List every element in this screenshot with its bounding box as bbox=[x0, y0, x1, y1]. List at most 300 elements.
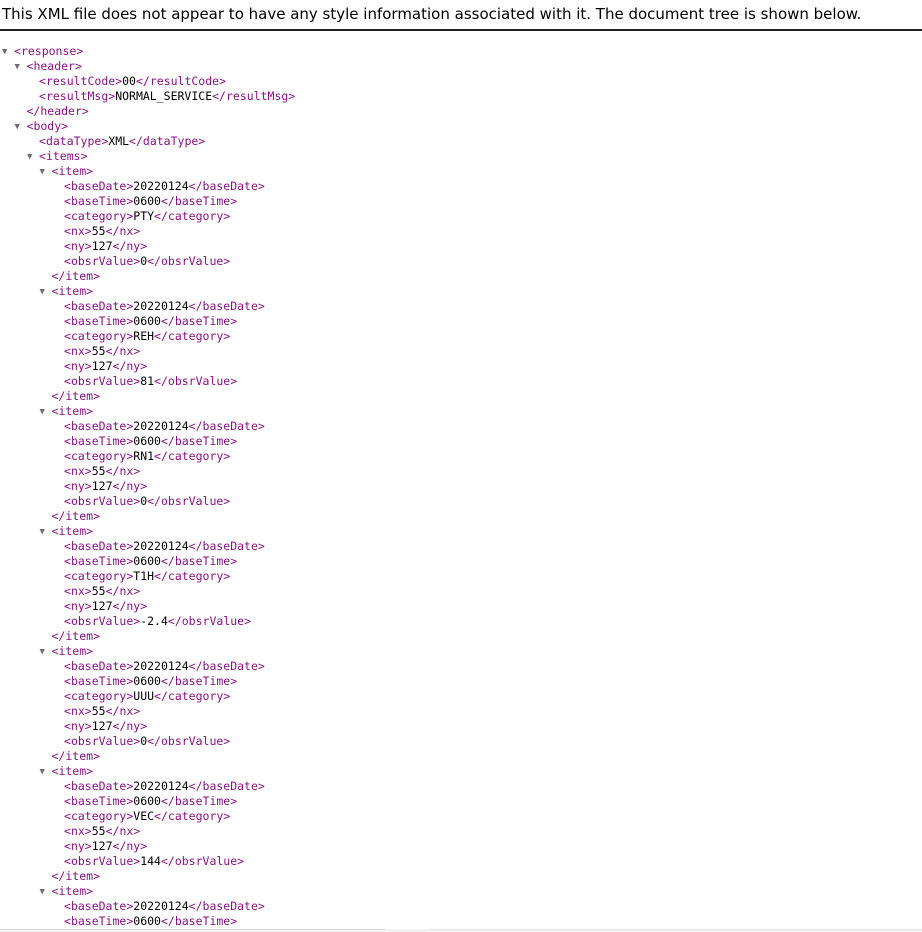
tag-bracket: < bbox=[51, 884, 59, 898]
tag-bracket: > bbox=[223, 449, 231, 463]
tag-bracket: < bbox=[64, 854, 71, 868]
tag-name: category bbox=[70, 569, 127, 583]
tag-value: 20220124 bbox=[133, 539, 189, 553]
tree-leaf bbox=[0, 539, 922, 554]
tree-leaf bbox=[0, 239, 922, 254]
tag-name: nx bbox=[119, 344, 134, 358]
tag-bracket: < bbox=[39, 89, 46, 103]
tag-name: obsrValue bbox=[70, 854, 134, 868]
tag-name: obsrValue bbox=[160, 734, 224, 748]
tag-bracket: < bbox=[64, 719, 71, 733]
tag-name: baseDate bbox=[202, 539, 258, 553]
xml-style-notice: This XML file does not appear to have any style information associated with it. The document tree is shown below. bbox=[2, 5, 862, 23]
tag-bracket: </ bbox=[160, 674, 175, 688]
tag-value: 0600 bbox=[133, 314, 161, 328]
tag-bracket: < bbox=[64, 809, 71, 823]
tag-bracket: > bbox=[93, 509, 100, 523]
tag-value: REH bbox=[133, 329, 155, 343]
tag-bracket: < bbox=[64, 689, 71, 703]
tag-bracket: </ bbox=[105, 704, 120, 718]
tag-name: baseDate bbox=[202, 899, 258, 913]
tag-bracket: > bbox=[84, 479, 92, 493]
tag-bracket: </ bbox=[135, 74, 150, 88]
tag-name: ny bbox=[70, 719, 85, 733]
tag-bracket: > bbox=[84, 359, 92, 373]
collapse-toggle-icon[interactable]: ▼ bbox=[27, 152, 33, 162]
tag-value: PTY bbox=[133, 209, 155, 223]
tag-bracket: > bbox=[140, 479, 148, 493]
tag-bracket: < bbox=[64, 734, 71, 748]
tag-bracket: < bbox=[64, 494, 71, 508]
tag-name: item bbox=[65, 629, 94, 643]
tag-bracket: > bbox=[133, 854, 141, 868]
tag-bracket: </ bbox=[154, 569, 168, 583]
tag-value: 127 bbox=[91, 719, 113, 733]
tag-bracket: > bbox=[257, 179, 265, 193]
tag-bracket: </ bbox=[105, 824, 120, 838]
tree-leaf bbox=[0, 359, 922, 374]
tree-node-close bbox=[0, 869, 922, 884]
tag-bracket: </ bbox=[160, 434, 175, 448]
tag-name: category bbox=[70, 449, 127, 463]
tag-bracket: > bbox=[223, 209, 231, 223]
collapse-toggle-icon[interactable]: ▼ bbox=[14, 122, 20, 132]
tag-bracket: < bbox=[64, 554, 71, 568]
tag-value: 144 bbox=[140, 854, 161, 868]
tree-node-open bbox=[0, 764, 922, 779]
tag-bracket: < bbox=[64, 209, 71, 223]
tag-value: 0600 bbox=[133, 194, 161, 208]
tag-bracket: </ bbox=[160, 854, 175, 868]
tag-bracket: < bbox=[64, 704, 71, 718]
tag-bracket: > bbox=[133, 464, 141, 478]
tag-bracket: > bbox=[126, 314, 134, 328]
tag-bracket: < bbox=[51, 644, 59, 658]
tag-bracket: > bbox=[257, 539, 265, 553]
tag-bracket: > bbox=[84, 719, 92, 733]
tag-bracket: > bbox=[81, 104, 89, 118]
tree-leaf bbox=[0, 224, 922, 239]
tag-name: item bbox=[65, 749, 94, 763]
tag-value: UUU bbox=[133, 689, 155, 703]
tag-bracket: > bbox=[133, 584, 141, 598]
tag-name: ny bbox=[70, 359, 85, 373]
tag-bracket: > bbox=[230, 794, 238, 808]
tag-bracket: > bbox=[86, 524, 94, 538]
tree-leaf bbox=[0, 254, 922, 269]
tag-bracket: > bbox=[93, 269, 100, 283]
tag-name: ny bbox=[126, 359, 141, 373]
tag-bracket: < bbox=[64, 479, 71, 493]
tag-name: item bbox=[58, 764, 87, 778]
tag-bracket: > bbox=[223, 494, 231, 508]
tag-bracket: > bbox=[61, 119, 69, 133]
tag-bracket: > bbox=[93, 869, 100, 883]
tag-name: baseDate bbox=[202, 299, 258, 313]
tag-bracket: < bbox=[64, 794, 71, 808]
tag-bracket: </ bbox=[51, 269, 66, 283]
tree-leaf bbox=[0, 704, 922, 719]
tag-bracket: > bbox=[84, 599, 92, 613]
tag-value: 127 bbox=[91, 239, 113, 253]
tag-bracket: > bbox=[230, 674, 238, 688]
tag-value: 0600 bbox=[133, 674, 161, 688]
tag-bracket: < bbox=[64, 839, 71, 853]
tree-leaf bbox=[0, 299, 922, 314]
tag-bracket: > bbox=[126, 659, 134, 673]
tag-bracket: < bbox=[64, 824, 71, 838]
tag-bracket: > bbox=[223, 329, 231, 343]
tag-bracket: < bbox=[39, 149, 46, 163]
tag-bracket: > bbox=[86, 404, 94, 418]
tag-bracket: > bbox=[101, 134, 109, 148]
tag-bracket: > bbox=[126, 554, 134, 568]
tag-bracket: > bbox=[126, 794, 134, 808]
tag-value: 00 bbox=[122, 74, 136, 88]
tag-name: ny bbox=[70, 599, 85, 613]
tag-name: header bbox=[33, 59, 75, 73]
tag-bracket: > bbox=[230, 374, 238, 388]
tag-bracket: > bbox=[126, 809, 134, 823]
tag-name: nx bbox=[119, 464, 134, 478]
tree-leaf bbox=[0, 329, 922, 344]
tag-name: category bbox=[167, 809, 224, 823]
tag-bracket: > bbox=[257, 899, 265, 913]
tag-bracket: </ bbox=[167, 614, 182, 628]
tag-bracket: < bbox=[64, 449, 71, 463]
tag-bracket: > bbox=[84, 704, 92, 718]
collapse-toggle-icon[interactable]: ▼ bbox=[39, 647, 45, 657]
tag-bracket: < bbox=[14, 44, 21, 58]
collapse-toggle-icon[interactable]: ▼ bbox=[14, 62, 20, 72]
tag-value: VEC bbox=[133, 809, 155, 823]
collapse-toggle-icon[interactable]: ▼ bbox=[39, 527, 45, 537]
collapse-toggle-icon[interactable]: ▼ bbox=[2, 47, 8, 57]
tag-value: 55 bbox=[91, 824, 106, 838]
tag-name: item bbox=[65, 389, 94, 403]
tag-name: baseDate bbox=[70, 659, 127, 673]
tag-name: nx bbox=[119, 704, 134, 718]
tag-name: baseTime bbox=[70, 314, 127, 328]
tag-value: T1H bbox=[133, 569, 155, 583]
tag-bracket: > bbox=[257, 659, 265, 673]
tag-bracket: > bbox=[126, 914, 134, 928]
tag-bracket: < bbox=[64, 464, 71, 478]
tag-name: ny bbox=[70, 479, 85, 493]
tag-bracket: </ bbox=[154, 209, 168, 223]
tag-name: nx bbox=[119, 824, 134, 838]
tree-leaf bbox=[0, 89, 922, 104]
tag-bracket: </ bbox=[129, 134, 143, 148]
tag-name: nx bbox=[70, 344, 85, 358]
tag-name: obsrValue bbox=[160, 494, 224, 508]
tree-leaf bbox=[0, 554, 922, 569]
tag-bracket: < bbox=[51, 764, 59, 778]
tag-bracket: </ bbox=[160, 914, 175, 928]
tag-bracket: > bbox=[133, 614, 141, 628]
tag-value: 81 bbox=[140, 374, 155, 388]
tree-leaf bbox=[0, 374, 922, 389]
tree-leaf bbox=[0, 824, 922, 839]
tree-leaf bbox=[0, 914, 922, 929]
tag-value: 20220124 bbox=[133, 779, 189, 793]
tree-leaf bbox=[0, 659, 922, 674]
tag-name: category bbox=[70, 689, 127, 703]
tag-name: resultMsg bbox=[45, 89, 109, 103]
tag-bracket: </ bbox=[154, 809, 168, 823]
tag-bracket: < bbox=[64, 194, 71, 208]
tag-bracket: > bbox=[93, 749, 100, 763]
tree-node-open bbox=[0, 119, 922, 134]
tag-name: items bbox=[45, 149, 81, 163]
tag-bracket: < bbox=[26, 59, 34, 73]
tag-name: baseTime bbox=[70, 554, 127, 568]
tag-bracket: > bbox=[140, 239, 148, 253]
tree-leaf bbox=[0, 179, 922, 194]
tree-leaf bbox=[0, 209, 922, 224]
tag-bracket: < bbox=[39, 134, 46, 148]
tree-leaf bbox=[0, 344, 922, 359]
tag-value: NORMAL_SERVICE bbox=[115, 89, 213, 103]
tag-bracket: </ bbox=[188, 419, 203, 433]
tag-value: 20220124 bbox=[133, 179, 189, 193]
tree-node-open bbox=[0, 884, 922, 899]
tree-leaf bbox=[0, 434, 922, 449]
tag-bracket: > bbox=[126, 179, 134, 193]
tag-bracket: </ bbox=[212, 89, 226, 103]
tag-bracket: < bbox=[51, 404, 59, 418]
collapse-toggle-icon[interactable]: ▼ bbox=[39, 407, 45, 417]
tag-name: obsrValue bbox=[70, 374, 134, 388]
tree-leaf bbox=[0, 794, 922, 809]
tree-leaf bbox=[0, 614, 922, 629]
collapse-toggle-icon[interactable]: ▼ bbox=[39, 767, 45, 777]
tag-bracket: </ bbox=[112, 479, 127, 493]
tag-bracket: </ bbox=[51, 749, 66, 763]
tag-bracket: > bbox=[140, 719, 148, 733]
tree-leaf bbox=[0, 719, 922, 734]
tree-node-open bbox=[0, 44, 922, 59]
tree-leaf bbox=[0, 779, 922, 794]
tag-bracket: < bbox=[64, 224, 71, 238]
tag-value: 127 bbox=[91, 599, 113, 613]
tag-bracket: < bbox=[64, 254, 71, 268]
tree-leaf bbox=[0, 674, 922, 689]
tree-leaf bbox=[0, 584, 922, 599]
collapse-toggle-icon[interactable]: ▼ bbox=[39, 167, 45, 177]
tag-name: obsrValue bbox=[181, 614, 245, 628]
tag-name: baseTime bbox=[174, 674, 231, 688]
tree-node-open bbox=[0, 149, 922, 164]
tag-bracket: < bbox=[64, 344, 71, 358]
tag-bracket: </ bbox=[26, 104, 41, 118]
tag-name: response bbox=[20, 44, 77, 58]
tag-bracket: > bbox=[108, 89, 116, 103]
tag-name: obsrValue bbox=[70, 734, 134, 748]
tag-name: dataType bbox=[45, 134, 102, 148]
tag-name: obsrValue bbox=[70, 614, 134, 628]
tag-bracket: </ bbox=[51, 629, 66, 643]
tag-name: category bbox=[167, 569, 224, 583]
tag-bracket: > bbox=[84, 824, 92, 838]
tag-name: baseTime bbox=[70, 194, 127, 208]
tag-name: baseTime bbox=[70, 434, 127, 448]
tag-bracket: > bbox=[86, 284, 94, 298]
tree-leaf bbox=[0, 839, 922, 854]
tag-value: 127 bbox=[91, 479, 113, 493]
tag-name: ny bbox=[126, 599, 141, 613]
tag-name: baseTime bbox=[174, 314, 231, 328]
tag-bracket: > bbox=[133, 734, 141, 748]
tag-name: baseDate bbox=[202, 419, 258, 433]
tag-bracket: > bbox=[133, 254, 141, 268]
collapse-toggle-icon[interactable]: ▼ bbox=[39, 887, 45, 897]
tree-leaf bbox=[0, 494, 922, 509]
tag-bracket: </ bbox=[112, 719, 127, 733]
tag-bracket: < bbox=[64, 614, 71, 628]
tag-value: XML bbox=[108, 134, 130, 148]
tag-bracket: </ bbox=[154, 329, 168, 343]
tree-node-close bbox=[0, 269, 922, 284]
tag-value: 127 bbox=[91, 839, 113, 853]
tag-bracket: </ bbox=[147, 254, 161, 268]
tag-bracket: </ bbox=[160, 794, 175, 808]
tag-bracket: < bbox=[64, 539, 71, 553]
tag-bracket: </ bbox=[112, 359, 127, 373]
tag-bracket: > bbox=[84, 224, 92, 238]
tag-name: obsrValue bbox=[167, 374, 231, 388]
tag-name: category bbox=[70, 809, 127, 823]
tag-value: 0600 bbox=[133, 914, 161, 928]
tag-name: baseTime bbox=[174, 194, 231, 208]
tree-leaf bbox=[0, 134, 922, 149]
tag-name: obsrValue bbox=[70, 254, 134, 268]
tag-value: 55 bbox=[91, 704, 106, 718]
tag-bracket: > bbox=[126, 419, 134, 433]
tag-name: item bbox=[58, 884, 87, 898]
tag-bracket: > bbox=[86, 884, 94, 898]
tag-value: 127 bbox=[91, 359, 113, 373]
tag-bracket: < bbox=[64, 329, 71, 343]
tag-value: 20220124 bbox=[133, 419, 189, 433]
tag-value: 0600 bbox=[133, 434, 161, 448]
tag-name: nx bbox=[70, 704, 85, 718]
tag-name: item bbox=[58, 284, 87, 298]
tree-leaf bbox=[0, 74, 922, 89]
tag-bracket: > bbox=[257, 779, 265, 793]
tag-bracket: > bbox=[126, 209, 134, 223]
tag-name: baseTime bbox=[70, 794, 127, 808]
tag-bracket: > bbox=[86, 164, 94, 178]
tag-value: 20220124 bbox=[133, 899, 189, 913]
tag-bracket: > bbox=[230, 554, 238, 568]
tag-name: resultCode bbox=[45, 74, 116, 88]
tag-bracket: </ bbox=[112, 239, 127, 253]
tag-bracket: > bbox=[223, 689, 231, 703]
tag-bracket: > bbox=[115, 74, 123, 88]
tag-name: baseDate bbox=[70, 299, 127, 313]
tag-bracket: </ bbox=[51, 389, 66, 403]
tag-bracket: > bbox=[126, 329, 134, 343]
tree-leaf bbox=[0, 479, 922, 494]
tree-leaf bbox=[0, 599, 922, 614]
tag-bracket: < bbox=[64, 569, 71, 583]
tag-bracket: </ bbox=[160, 554, 175, 568]
tree-leaf bbox=[0, 464, 922, 479]
tree-leaf bbox=[0, 689, 922, 704]
tree-leaf bbox=[0, 314, 922, 329]
tree-leaf bbox=[0, 419, 922, 434]
tag-bracket: > bbox=[76, 44, 84, 58]
tag-name: resultCode bbox=[149, 74, 220, 88]
tree-node-close bbox=[0, 104, 922, 119]
tag-value: 55 bbox=[91, 584, 106, 598]
tag-bracket: </ bbox=[51, 869, 66, 883]
tag-name: obsrValue bbox=[70, 494, 134, 508]
collapse-toggle-icon[interactable]: ▼ bbox=[39, 287, 45, 297]
tag-name: ny bbox=[126, 839, 141, 853]
tag-name: baseTime bbox=[174, 434, 231, 448]
tag-name: category bbox=[167, 329, 224, 343]
tag-name: obsrValue bbox=[174, 854, 238, 868]
tag-name: item bbox=[58, 644, 87, 658]
tree-leaf bbox=[0, 854, 922, 869]
tag-name: item bbox=[58, 404, 87, 418]
tag-name: nx bbox=[119, 224, 134, 238]
tag-name: baseDate bbox=[70, 539, 127, 553]
tag-name: category bbox=[70, 329, 127, 343]
tree-leaf bbox=[0, 194, 922, 209]
tag-bracket: < bbox=[64, 779, 71, 793]
tag-bracket: > bbox=[198, 134, 206, 148]
tag-name: ny bbox=[126, 239, 141, 253]
tag-bracket: </ bbox=[160, 314, 175, 328]
tag-bracket: > bbox=[133, 494, 141, 508]
tag-name: ny bbox=[70, 839, 85, 853]
tree-node-close bbox=[0, 629, 922, 644]
tag-name: nx bbox=[70, 224, 85, 238]
tag-bracket: </ bbox=[105, 224, 120, 238]
tag-bracket: > bbox=[133, 824, 141, 838]
tag-bracket: > bbox=[86, 644, 94, 658]
tag-bracket: > bbox=[80, 149, 88, 163]
tag-bracket: > bbox=[219, 74, 227, 88]
tag-name: dataType bbox=[142, 134, 199, 148]
tag-bracket: </ bbox=[154, 374, 168, 388]
tag-name: baseDate bbox=[70, 899, 127, 913]
tag-name: baseTime bbox=[70, 914, 127, 928]
tag-bracket: > bbox=[223, 809, 231, 823]
tag-bracket: > bbox=[93, 389, 100, 403]
tag-bracket: > bbox=[126, 674, 134, 688]
tag-bracket: > bbox=[133, 374, 141, 388]
tag-bracket: > bbox=[84, 464, 92, 478]
tag-bracket: > bbox=[223, 254, 231, 268]
tag-value: -2.4 bbox=[140, 614, 168, 628]
tag-bracket: </ bbox=[188, 659, 203, 673]
tag-value: 0 bbox=[140, 734, 148, 748]
tree-node-open bbox=[0, 59, 922, 74]
tag-name: obsrValue bbox=[160, 254, 224, 268]
tag-bracket: < bbox=[64, 314, 71, 328]
tag-bracket: </ bbox=[105, 584, 120, 598]
tag-bracket: < bbox=[51, 164, 59, 178]
tag-bracket: </ bbox=[105, 344, 120, 358]
tag-value: 0600 bbox=[133, 794, 161, 808]
tag-bracket: </ bbox=[188, 299, 203, 313]
xml-document-tree bbox=[0, 31, 922, 929]
tag-bracket: > bbox=[133, 224, 141, 238]
